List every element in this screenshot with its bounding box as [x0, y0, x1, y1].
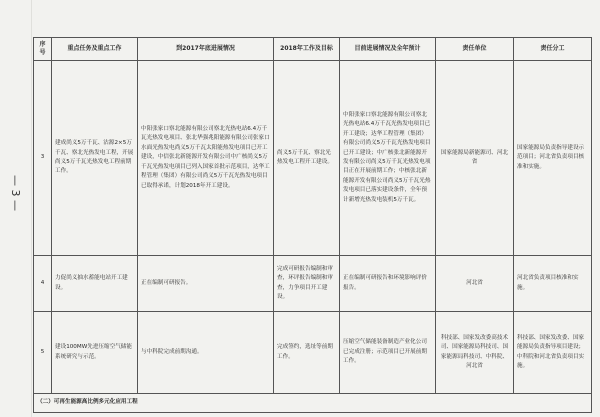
cell-division: 河北省负责项目核准和实施。: [514, 256, 592, 312]
header-status-forecast: 目前进展情况及全年预计: [340, 38, 436, 61]
cell-work-2018: 尚义5万千瓦、察北光热发电工程开工建设。: [274, 61, 340, 256]
page-fold-line: [31, 0, 32, 417]
cell-no: 5: [34, 312, 52, 394]
page-number: — 3 —: [9, 175, 22, 211]
cell-progress-2017: 正在编制可研报告。: [138, 256, 274, 312]
cell-progress-2017: 与中科院完成前期沟通。: [138, 312, 274, 394]
header-task: 重点任务及重点工作: [52, 38, 138, 61]
cell-division: 国家能源局负责指导建设示范项目；河北省负责项目核准和实施。: [514, 61, 592, 256]
cell-responsible-unit: 河北省: [436, 256, 514, 312]
progress-table: [33, 37, 592, 413]
cell-status-forecast: 正在编制可研报告和环境影响评价报告。: [340, 256, 436, 312]
cell-progress-2017: 中阳张家口察北能源有限公司察北光热电站6.4万千瓦光热发电项目、张北华强兆阳能源有限公司张家口水面光热发电尚义5万千瓦太阳能热发电项目已开工建设，中信张北新能源开发有限公司中广核尚义5万千瓦光热发电项目已列入国家首批示范项目，达华工程管理（集团）有限公司尚义5万千瓦光热发电项目已取得承诺，计划2018年开工建设。: [138, 61, 274, 256]
cell-work-2018: 完成签约，选址等前期工作。: [274, 312, 340, 394]
cell-responsible-unit: 国家能源局新能源司、河北省: [436, 61, 514, 256]
cell-no: 4: [34, 256, 52, 312]
cell-status-forecast: 压缩空气储能装备制造产业化公司已完成注册；示范项目已开展前期工作。: [340, 312, 436, 394]
header-no: 序号: [34, 38, 52, 61]
table-row: [34, 312, 592, 394]
header-responsible-unit: 责任单位: [436, 38, 514, 61]
cell-responsible-unit: 科技部、国家发改委高技术司、国家能源局科技司、国家能源局科技司、中科院、河北省: [436, 312, 514, 394]
cell-work-2018: 完成可研报告编制和审查，环评报告编制和审查，力争项目开工建设。: [274, 256, 340, 312]
header-work-2018: 2018年工作及目标: [274, 38, 340, 61]
cell-task: 力促尚义抽水蓄能电站开工建设。: [52, 256, 138, 312]
cell-no: 3: [34, 61, 52, 256]
table-row: [34, 61, 592, 256]
cell-division: 科技部、国家发改委、国家能源局负责指导项目建设；中科院和河北省负责项目实施。: [514, 312, 592, 394]
table-row: [34, 256, 592, 312]
header-division: 责任分工: [514, 38, 592, 61]
cell-status-forecast: 中阳张家口察北能源有限公司察北光热电站6.4万千瓦光热发电项目已开工建设；达华工程管理（集团）有限公司尚义5万千瓦光热发电项目已开工建设；中广核张北新能源开发有限公司尚义5万千瓦光热发电项目正在开展前期工作；中核张北新能源开发有限公司尚义5万千瓦光热发电项目已落实建设条件，全年预计新增光热发电装机5万千瓦。: [340, 61, 436, 256]
cell-task: 建成尚义5万千瓦、沽源2×5万千瓦、察北光热发电工程，开展尚义5万千瓦光热发电工程前期工作。: [52, 61, 138, 256]
table-header-row: [34, 38, 592, 61]
header-progress-2017: 到2017年底进展情况: [138, 38, 274, 61]
section-row: [34, 394, 592, 413]
section-title: （二）可再生能源高比例多元化应用工程: [34, 394, 592, 413]
cell-task: 建设100MW先进压缩空气储能系统研究与示范。: [52, 312, 138, 394]
